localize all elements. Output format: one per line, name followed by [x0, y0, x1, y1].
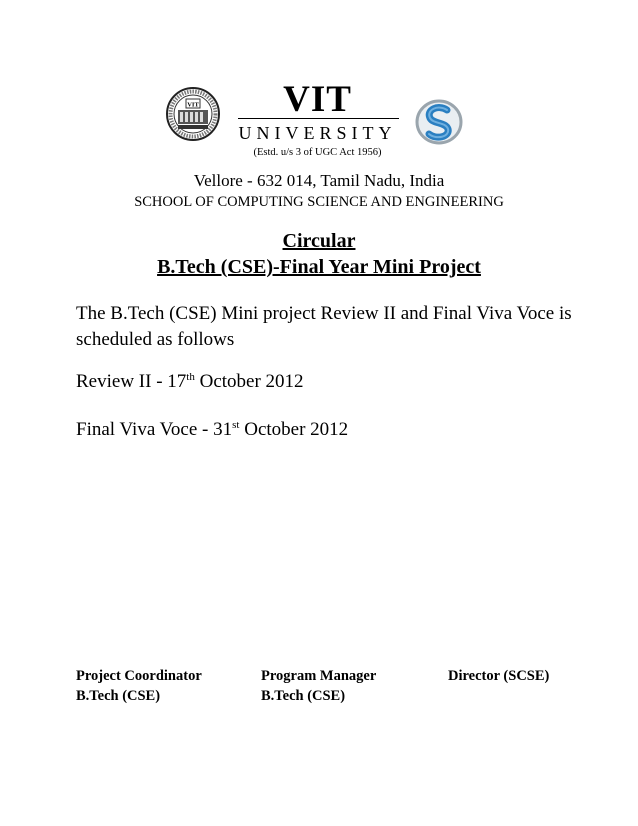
blue-swirl-logo-icon: [414, 98, 464, 146]
review-month-year: October 2012: [194, 371, 304, 392]
address-line: Vellore - 632 014, Tamil Nadu, India: [193, 171, 445, 190]
university-word: UNIVERSITY: [238, 123, 397, 143]
viva-date-line: [76, 417, 576, 443]
review-ordinal-suffix: th: [186, 371, 195, 383]
established-note: (Estd. u/s 3 of UGC Act 1956): [253, 147, 382, 158]
project-title: B.Tech (CSE)-Final Year Mini Project: [157, 256, 481, 278]
wordmark-rule: [238, 118, 399, 119]
viva-label: Final Viva Voce - 31: [76, 419, 233, 440]
signatory-title: Director (SCSE): [448, 668, 550, 684]
review-date-line: [76, 369, 576, 395]
signatory-program-manager: [261, 666, 376, 706]
circular-title: Circular: [282, 230, 356, 252]
signatory-title: Project Coordinator: [76, 668, 202, 684]
signatory-project-coordinator: [76, 666, 202, 706]
signatory-director: [448, 666, 549, 686]
university-wordmark: [230, 80, 405, 162]
signatory-dept: B.Tech (CSE): [76, 688, 161, 704]
svg-text:VIT: VIT: [187, 101, 199, 109]
review-label: Review II - 17: [76, 371, 187, 392]
university-seal-icon: [164, 86, 222, 142]
signatory-title: Program Manager: [261, 668, 377, 684]
signatory-dept: B.Tech (CSE): [261, 688, 346, 704]
intro-paragraph: The B.Tech (CSE) Mini project Review II and Final Viva Voce is scheduled as follows: [76, 303, 572, 350]
school-name: SCHOOL OF COMPUTING SCIENCE AND ENGINEERING: [134, 194, 504, 210]
viva-ordinal-suffix: st: [232, 419, 240, 431]
viva-month-year: October 2012: [239, 419, 349, 440]
university-name: VIT: [283, 79, 352, 120]
